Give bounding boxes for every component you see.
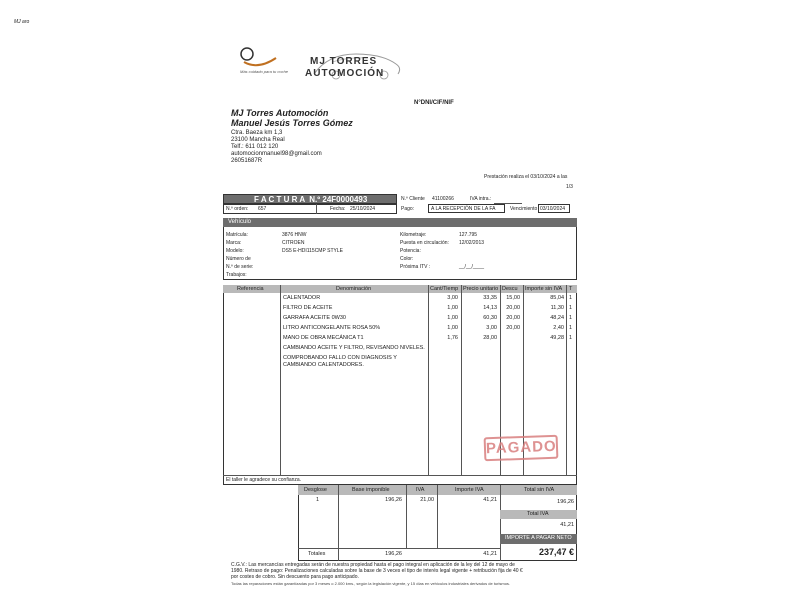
item-t: 1 (569, 305, 573, 311)
importe-pagar-label: IMPORTE A PAGAR NETO (505, 535, 572, 541)
note-line: COMPROBANDO FALLO CON DIAGNOSIS Y (283, 355, 397, 361)
item-importe: 85,04 (550, 295, 564, 301)
pago-label: Pago: (401, 206, 415, 212)
pago-value: A LA RECEPCIÓN DE LA FA (431, 206, 496, 212)
total-iva-label: Total IVA (527, 511, 549, 517)
company-nif: 26051687R (231, 158, 263, 164)
row-iva: 21,00 (420, 497, 434, 503)
item-denom: CALENTADOR (283, 295, 321, 301)
matricula-value: 3876 HNW (282, 232, 307, 238)
col-descuento: Descu (502, 286, 518, 292)
client-value: 41100266 (432, 196, 454, 202)
company-address: Ctra. Baeza km 1,3 (231, 130, 283, 136)
row-desglose: 1 (316, 497, 320, 503)
company-email: automocionmanuel98@gmail.com (231, 151, 322, 157)
totales-label: Totales (308, 551, 326, 557)
item-desc: 20,00 (506, 305, 520, 311)
item-precio: 28,00 (483, 335, 497, 341)
date-value: 25/10/2024 (350, 206, 376, 212)
page-number: 1/3 (566, 184, 573, 190)
totals-iva-header: IVA (416, 487, 425, 493)
importe-pagar: 237,47 € (538, 547, 574, 557)
item-precio: 60,30 (483, 315, 497, 321)
marca-value: CITROEN (282, 240, 305, 246)
header-title-2: AUTOMOCIÓN (305, 68, 385, 79)
color-label: Color: (400, 256, 414, 262)
item-cant: 1,00 (447, 315, 458, 321)
item-cant: 3,00 (447, 295, 458, 301)
totales-iva: 41,21 (483, 551, 497, 557)
item-cant: 1,00 (447, 305, 458, 311)
item-precio: 3,00 (486, 325, 497, 331)
cgv-line-2: 1980. Retraso de pago: Penalizaciones calculadas sobre la base de 3 veces el tipo de interés legal vigente + retribución fija de 40 € (231, 568, 523, 574)
dni-label: N°DNI/CIF/NIF (414, 100, 454, 106)
item-importe: 48,24 (550, 315, 564, 321)
totals-base-header: Base imponible (352, 487, 390, 493)
totales-base: 196,26 (385, 551, 402, 557)
prestacion: Prestación realiza el 03/10/2024 a las (484, 174, 568, 180)
col-denominacion: Denominación (336, 286, 372, 292)
puesta-value: 12/02/2013 (459, 240, 485, 246)
cgv-line-1: C.G.V.: Las mercancías entregadas serán de nuestra propiedad hasta el pago integral en aplicación de la ley del 12 de mayo de (231, 562, 515, 568)
puesta-label: Puesta en circulación: (400, 240, 449, 246)
total-sin-iva: 196,26 (557, 499, 574, 505)
item-denom: LITRO ANTICONGELANTE ROSA 50% (283, 325, 381, 331)
potencia-label: Potencia: (400, 248, 421, 254)
note-line: CAMBIANDO CALENTADORES. (283, 362, 364, 368)
col-precio: Precio unitario (463, 286, 499, 292)
item-precio: 14,13 (483, 305, 497, 311)
item-cant: 1,76 (447, 335, 458, 341)
item-importe: 11,30 (550, 305, 564, 311)
km-value: 127.795 (459, 232, 478, 238)
item-denom: GARRAFA ACEITE 0W30 (283, 315, 346, 321)
marca-label: Marca: (226, 240, 242, 246)
col-referencia: Referencia (237, 286, 264, 292)
note-line: CAMBIANDO ACEITE Y FILTRO, REVISANDO NIVELES. (283, 345, 425, 351)
item-desc: 15,00 (506, 295, 520, 301)
company-name: MJ Torres Automoción (231, 108, 329, 118)
cgv-line-3: por costes de cobro. Sin descuento para pago anticipado. (231, 574, 359, 580)
col-t: T (569, 286, 573, 292)
item-precio: 33,35 (483, 295, 497, 301)
company-owner: Manuel Jesús Torres Gómez (231, 118, 353, 128)
serie-label: N.º de serie: (226, 264, 254, 270)
item-cant: 1,00 (447, 325, 458, 331)
gracias-text: El taller le agradece su confianza. (226, 477, 302, 483)
matricula-label: Matrícula: (226, 232, 248, 238)
item-desc: 20,00 (506, 315, 520, 321)
total-sin-iva-label: Total sin IVA (524, 487, 555, 493)
totals-desglose-header: Desglose (304, 487, 327, 493)
header-title-1: MJ TORRES (310, 56, 378, 67)
order-value: 657 (258, 206, 267, 212)
invoice-title: F A C T U R A N.º 24F0000493 (254, 195, 368, 204)
item-importe: 2,40 (553, 325, 564, 331)
itv-value: __/__/____ (459, 264, 485, 270)
totals-importe-iva-header: Importe IVA (455, 487, 484, 493)
item-importe: 49,28 (550, 335, 564, 341)
company-phone: Telf.: 611 012 120 (231, 144, 279, 150)
item-t: 1 (569, 325, 573, 331)
cgv-line-4: Todas las reparaciones están garantizadas por 3 meses o 2.000 kms., según la legislación vigente, y 15 días en vehículos industriales derivados de turismos. (231, 581, 511, 586)
item-denom: FILTRO DE ACEITE (283, 305, 333, 311)
row-base: 196,26 (385, 497, 402, 503)
numero-label: Número de (226, 256, 251, 262)
item-denom: MANO DE OBRA MECÁNICA T1 (283, 335, 364, 341)
km-label: Kilometraje: (400, 232, 427, 238)
itv-label: Próxima ITV : (400, 264, 431, 270)
logo-mark: MJ aro (14, 19, 30, 25)
date-label: Fecha: (330, 206, 346, 212)
item-t: 1 (569, 335, 573, 341)
logo-tagline: Más cuidado para tu coche (240, 69, 289, 74)
item-t: 1 (569, 315, 573, 321)
paid-stamp: PAGADO (484, 435, 559, 462)
item-desc: 20,00 (506, 325, 520, 331)
vehicle-header: Vehículo (228, 219, 252, 225)
modelo-label: Modelo: (226, 248, 244, 254)
total-iva: 41,21 (560, 522, 574, 528)
trabajos-label: Trabajos: (226, 272, 247, 278)
iva-intra-label: IVA intra.: (470, 196, 492, 202)
company-city: 23100 Mancha Real (231, 137, 285, 143)
row-importe-iva: 41,21 (483, 497, 497, 503)
order-label: N.º orden: (226, 206, 249, 212)
client-label: N.º Cliente (401, 196, 425, 202)
modelo-value: DS5 E-HDI115CMP STYLE (282, 248, 343, 254)
item-t: 1 (569, 295, 573, 301)
vencimiento-label: Vencimiento (510, 206, 538, 212)
col-importe: Importe sin IVA (525, 286, 563, 292)
col-cantidad: Cant/Tiemp (430, 286, 459, 292)
vencimiento-value: 03/10/2024 (540, 206, 566, 212)
